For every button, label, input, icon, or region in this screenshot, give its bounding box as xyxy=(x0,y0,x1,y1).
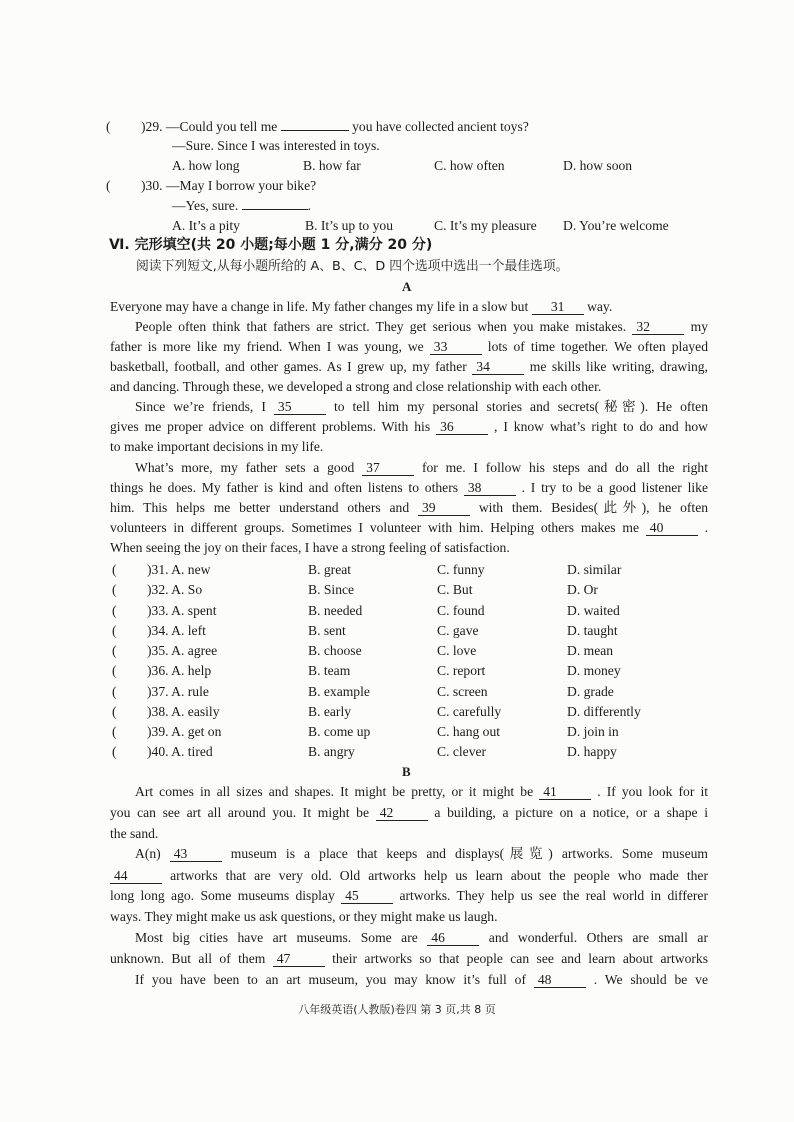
choice-option-a: )33. A. spent xyxy=(147,603,217,618)
passage-line xyxy=(135,459,708,477)
cloze-blank[interactable]: 48 xyxy=(534,972,586,988)
cloze-blank[interactable]: 32 xyxy=(632,319,684,335)
passage-text: A(n) xyxy=(135,846,161,861)
passage-text: long long ago. Some museums display xyxy=(110,888,335,903)
passage-text: lots of time together. We often played xyxy=(487,339,708,354)
choice-option-b: B. great xyxy=(308,562,352,577)
passage-text: father is more like my friend. When I was young, we xyxy=(110,339,424,354)
cloze-blank[interactable]: 37 xyxy=(362,460,414,476)
answer-paren[interactable]: ( xyxy=(112,684,117,699)
passage-text: a building, a picture on a notice, or a shape i xyxy=(434,805,708,820)
answer-paren[interactable]: ( xyxy=(112,623,117,638)
passage-line xyxy=(110,378,708,396)
choice-option-a: )40. A. tired xyxy=(147,744,213,759)
passage-line xyxy=(135,318,708,336)
passage-text: the sand. xyxy=(110,826,159,841)
q29-option-b: B. how far xyxy=(303,158,361,173)
q30-option-a: A. It’s a pity xyxy=(172,218,240,233)
choice-option-b: B. team xyxy=(308,663,351,678)
choice-option-d: D. money xyxy=(567,663,621,678)
passage-text: unknown. But all of them xyxy=(110,951,266,966)
passage-text: Since we’re friends, I xyxy=(135,399,266,414)
passage-text: , I know what’s right to do and how xyxy=(494,419,708,434)
passage-text: to tell him my personal stories and secrets(秘密). He often xyxy=(333,399,708,414)
passage-line xyxy=(110,950,708,968)
choice-option-b: B. sent xyxy=(308,623,346,638)
choice-option-b: B. come up xyxy=(308,724,371,739)
q29-stem: )29. —Could you tell me you have collected ancient toys? xyxy=(141,119,529,134)
choice-option-b: B. needed xyxy=(308,603,363,618)
passage-text: Art comes in all sizes and shapes. It might be pretty, or it might be xyxy=(135,784,534,799)
choice-option-a: )31. A. new xyxy=(147,562,211,577)
answer-paren[interactable]: ( xyxy=(112,663,117,678)
passage-line xyxy=(110,825,708,843)
cloze-blank[interactable]: 31 xyxy=(532,299,584,315)
cloze-blank[interactable]: 47 xyxy=(273,951,325,967)
passage-text: my xyxy=(690,319,708,334)
choice-option-c: C. clever xyxy=(437,744,487,759)
passage-text: When seeing the joy on their faces, I have a strong feeling of satisfaction. xyxy=(110,540,510,555)
answer-blank[interactable] xyxy=(242,209,308,210)
choice-option-c: C. funny xyxy=(437,562,485,577)
choice-option-d: D. differently xyxy=(567,704,641,719)
passage-text: me skills like writing, drawing, xyxy=(529,359,708,374)
cloze-blank[interactable]: 40 xyxy=(646,520,698,536)
passage-line xyxy=(110,867,708,885)
passage-line xyxy=(110,499,708,517)
choice-option-b: B. example xyxy=(308,684,370,699)
choice-option-c: C. report xyxy=(437,663,486,678)
passage-text: to make important decisions in my life. xyxy=(110,439,324,454)
choice-option-c: C. But xyxy=(437,582,473,597)
section-instruction: 阅读下列短文,从每小题所给的 A、B、C、D 四个选项中选出一个最佳选项。 xyxy=(136,259,569,274)
choice-option-b: B. early xyxy=(308,704,352,719)
passage-text: volunteers in different groups. Sometimes I volunteer with him. Helping others makes me xyxy=(110,520,639,535)
q30-option-b: B. It’s up to you xyxy=(305,218,393,233)
passage-text: basketball, football, and other games. As I grew up, my father xyxy=(110,359,467,374)
cloze-blank[interactable]: 45 xyxy=(341,888,393,904)
passage-text: artworks that are very old. Old artworks help us learn about the people who made ther xyxy=(170,868,708,883)
passage-text: him. This helps me better understand others and xyxy=(110,500,410,515)
choice-option-a: )32. A. So xyxy=(147,582,203,597)
passage-text: for me. I follow his steps and do all the right xyxy=(421,460,708,475)
cloze-blank[interactable]: 39 xyxy=(418,500,470,516)
passage-text: their artworks so that people can see and learn about artworks xyxy=(332,951,708,966)
choice-option-c: C. gave xyxy=(437,623,479,638)
answer-paren[interactable]: ( xyxy=(112,582,117,597)
passage-line xyxy=(110,804,708,822)
cloze-blank[interactable]: 38 xyxy=(464,480,516,496)
passage-line xyxy=(135,929,708,947)
q29-option-a: A. how long xyxy=(172,158,240,173)
passage-text: things he does. My father is kind and often listens to others xyxy=(110,480,459,495)
answer-paren[interactable]: ( xyxy=(112,704,117,719)
passage-text: and dancing. Through these, we developed a strong and close relationship with each other. xyxy=(110,379,602,394)
choice-option-c: C. love xyxy=(437,643,477,658)
passage-text: gives me proper advice on different problems. With his xyxy=(110,419,431,434)
q30-stem: )30. —May I borrow your bike? xyxy=(141,178,317,193)
q30-option-d: D. You’re welcome xyxy=(563,218,669,233)
passage-text: What’s more, my father sets a good xyxy=(135,460,355,475)
choice-option-d: D. mean xyxy=(567,643,614,658)
choice-option-a: )38. A. easily xyxy=(147,704,220,719)
cloze-blank[interactable]: 42 xyxy=(376,805,428,821)
answer-paren[interactable]: ( xyxy=(112,643,117,658)
choice-option-a: )35. A. agree xyxy=(147,643,218,658)
passage-line xyxy=(135,783,708,801)
choice-option-d: D. Or xyxy=(567,582,598,597)
passage-line xyxy=(110,908,708,926)
choice-option-c: C. screen xyxy=(437,684,488,699)
passage-line xyxy=(110,358,708,376)
passage-line xyxy=(135,398,708,416)
passage-line xyxy=(110,298,708,316)
passage-text: you can see art all around you. It might be xyxy=(110,805,370,820)
page-footer: 八年级英语(人教版)卷四 第 3 页,共 8 页 xyxy=(298,1003,496,1016)
choice-option-d: D. waited xyxy=(567,603,620,618)
passage-text: If you have been to an art museum, you may know it’s full of xyxy=(135,972,526,987)
passage-text: Most big cities have art museums. Some are xyxy=(135,930,418,945)
answer-paren[interactable]: ( xyxy=(112,724,117,739)
passage-text: . If you look for it xyxy=(597,784,708,799)
q29-option-c: C. how often xyxy=(434,158,505,173)
choice-option-a: )34. A. left xyxy=(147,623,206,638)
choice-option-c: C. carefully xyxy=(437,704,502,719)
cloze-blank[interactable]: 34 xyxy=(472,359,524,375)
choice-option-a: )37. A. rule xyxy=(147,684,209,699)
choice-option-c: C. found xyxy=(437,603,485,618)
cloze-blank[interactable]: 43 xyxy=(170,846,222,862)
passage-line xyxy=(110,479,708,497)
answer-paren: ( xyxy=(106,119,111,134)
q30-option-c: C. It’s my pleasure xyxy=(434,218,537,233)
passage-line xyxy=(110,438,708,456)
choice-option-a: )39. A. get on xyxy=(147,724,222,739)
passage-text: artworks. They help us see the real world in differer xyxy=(399,888,708,903)
choice-option-d: D. happy xyxy=(567,744,617,759)
cloze-blank[interactable]: 33 xyxy=(430,339,482,355)
answer-paren[interactable]: ( xyxy=(112,603,117,618)
passage-b-label: B xyxy=(402,764,411,779)
choice-option-a: )36. A. help xyxy=(147,663,212,678)
passage-text: museum is a place that keeps and displays(展览) artworks. Some museum xyxy=(230,846,708,861)
passage-text: with them. Besides(此外), he often xyxy=(478,500,708,515)
passage-text: . xyxy=(704,520,708,535)
passage-text: ways. They might make us ask questions, or they might make us laugh. xyxy=(110,909,498,924)
choice-option-d: D. grade xyxy=(567,684,614,699)
choice-option-d: D. join in xyxy=(567,724,619,739)
choice-option-b: B. angry xyxy=(308,744,355,759)
passage-text: and wonderful. Others are small ar xyxy=(488,930,708,945)
q30-reply: —Yes, sure. . xyxy=(172,198,312,213)
passage-text: Everyone may have a change in life. My father changes my life in a slow but xyxy=(110,299,529,314)
cloze-blank[interactable]: 46 xyxy=(427,930,479,946)
cloze-blank[interactable]: 41 xyxy=(539,784,591,800)
passage-text: . I try to be a good listener like xyxy=(521,480,708,495)
answer-blank[interactable] xyxy=(281,130,349,131)
choice-option-b: B. choose xyxy=(308,643,362,658)
passage-line xyxy=(110,519,708,537)
q29-reply: —Sure. Since I was interested in toys. xyxy=(172,138,380,153)
passage-line xyxy=(110,539,708,557)
choice-option-b: B. Since xyxy=(308,582,355,597)
passage-text: . We should be ve xyxy=(593,972,708,987)
choice-option-d: D. taught xyxy=(567,623,618,638)
passage-a-label: A xyxy=(402,279,412,294)
passage-line xyxy=(135,971,708,989)
answer-paren: ( xyxy=(106,178,111,193)
passage-line xyxy=(110,418,708,436)
choice-option-c: C. hang out xyxy=(437,724,501,739)
cloze-blank[interactable]: 35 xyxy=(274,399,326,415)
passage-line xyxy=(135,845,708,863)
cloze-blank[interactable]: 44 xyxy=(110,868,162,884)
passage-line xyxy=(110,338,708,356)
choice-option-d: D. similar xyxy=(567,562,622,577)
cloze-blank[interactable]: 36 xyxy=(436,419,488,435)
q29-option-d: D. how soon xyxy=(563,158,633,173)
answer-paren[interactable]: ( xyxy=(112,562,117,577)
passage-text: People often think that fathers are strict. They get serious when you make mistakes. xyxy=(135,319,627,334)
passage-text: way. xyxy=(587,299,613,314)
passage-line xyxy=(110,887,708,905)
answer-paren[interactable]: ( xyxy=(112,744,117,759)
section-heading: Ⅵ. 完形填空(共 20 小题;每小题 1 分,满分 20 分) xyxy=(109,237,433,253)
